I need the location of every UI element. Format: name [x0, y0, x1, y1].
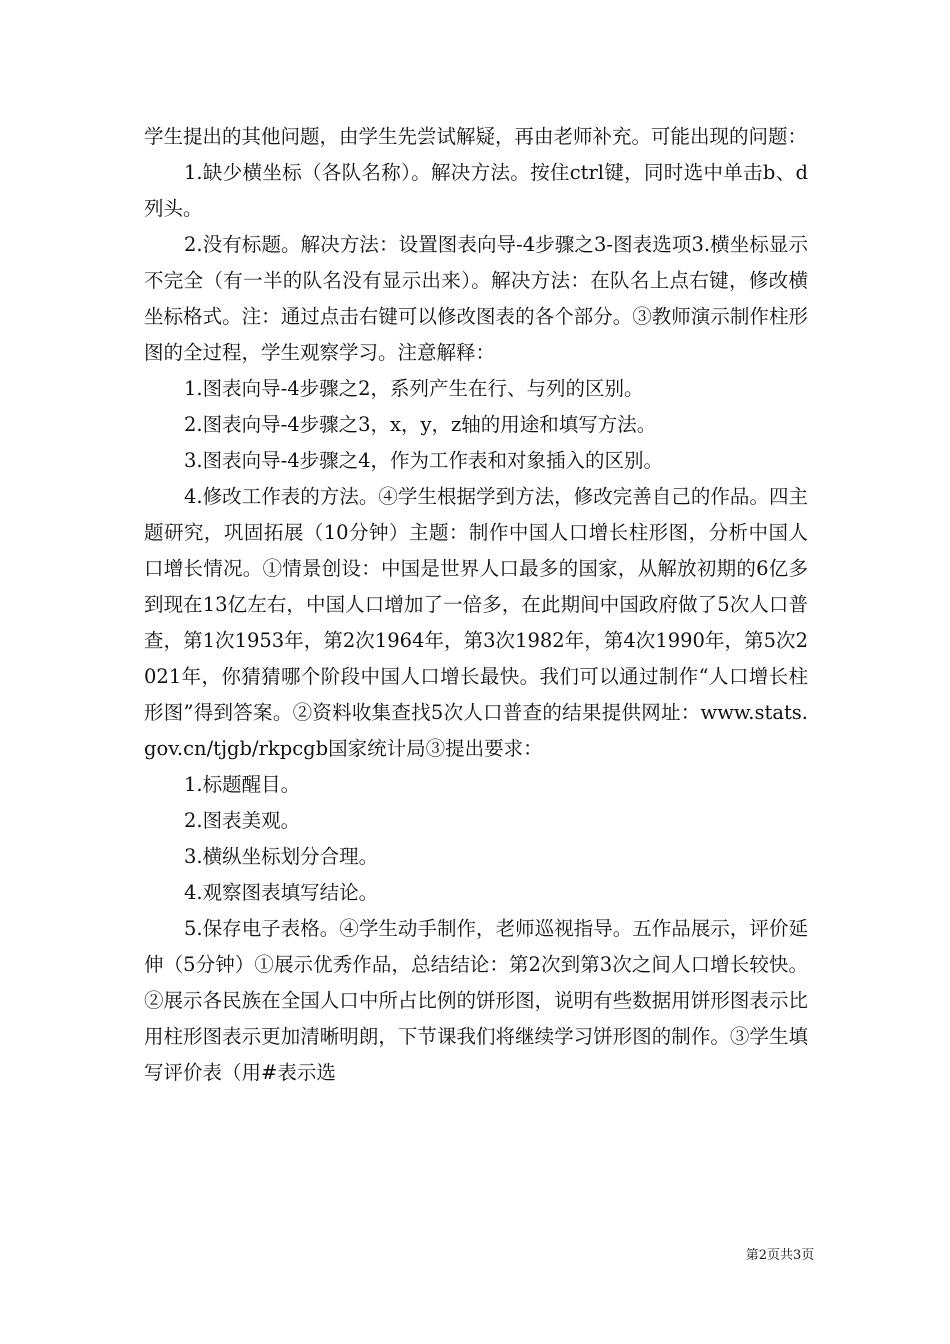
paragraph-1: 学生提出的其他问题，由学生先尝试解疑，再由老师补充。可能出现的问题：	[144, 125, 808, 148]
paragraph-12: 5.保存电子表格。④学生动手制作，老师巡视指导。五作品展示，评价延伸（5分钟）①展示优秀作品，总结结论：第2次到第3次之间人口增长较快。②展示各民族在全国人口中所占比例的饼形图，说明有些数据用饼形图表示比用柱形图表示更加清晰明朗，下节课我们将继续学习饼形图的制作。③学生填写评价表（用#表示选	[144, 917, 808, 1084]
paragraph-7: 4.修改工作表的方法。④学生根据学到方法，修改完善自己的作品。四主题研究，巩固拓展（10分钟）主题：制作中国人口增长柱形图，分析中国人口增长情况。①情景创设：中国是世界人口最多的国家，从解放初期的6亿多到现在13亿左右，中国人口增加了一倍多，在此期间中国政府做了5次人口普查，第1次1953年，第2次1964年，第3次1982年，第4次1990年，第5次2021年，你猜猜哪个阶段中国人口增长最快。我们可以通过制作“人口增长柱形图”得到答案。②资料收集查找5次人口普查的结果提供网址：www.stats.gov.cn/tjgb/rkpcgb国家统计局③提出要求：	[144, 485, 808, 760]
paragraph-3: 2.没有标题。解决方法：设置图表向导-4步骤之3-图表选项3.横坐标显示不完全（有一半的队名没有显示出来）。解决方法：在队名上点右键，修改横坐标格式。注：通过点击右键可以修改图表的各个部分。③教师演示制作柱形图的全过程，学生观察学习。注意解释：	[144, 233, 808, 364]
paragraph-9: 2.图表美观。	[184, 809, 301, 832]
page-footer	[0, 1247, 950, 1265]
paragraph-4: 1.图表向导-4步骤之2，系列产生在行、与列的区别。	[184, 377, 644, 400]
paragraph-11: 4.观察图表填写结论。	[184, 881, 379, 904]
document-body	[144, 119, 808, 1091]
paragraph-5: 2.图表向导-4步骤之3，x，y，z轴的用途和填写方法。	[184, 413, 657, 436]
page-number: 第2页共3页	[745, 1248, 815, 1263]
paragraph-6: 3.图表向导-4步骤之4，作为工作表和对象插入的区别。	[184, 449, 664, 472]
paragraph-2: 1.缺少横坐标（各队名称）。解决方法。按住ctrl键，同时选中单击b、d列头。	[144, 161, 808, 220]
paragraph-10: 3.横纵坐标划分合理。	[184, 845, 379, 868]
paragraph-8: 1.标题醒目。	[184, 773, 301, 796]
